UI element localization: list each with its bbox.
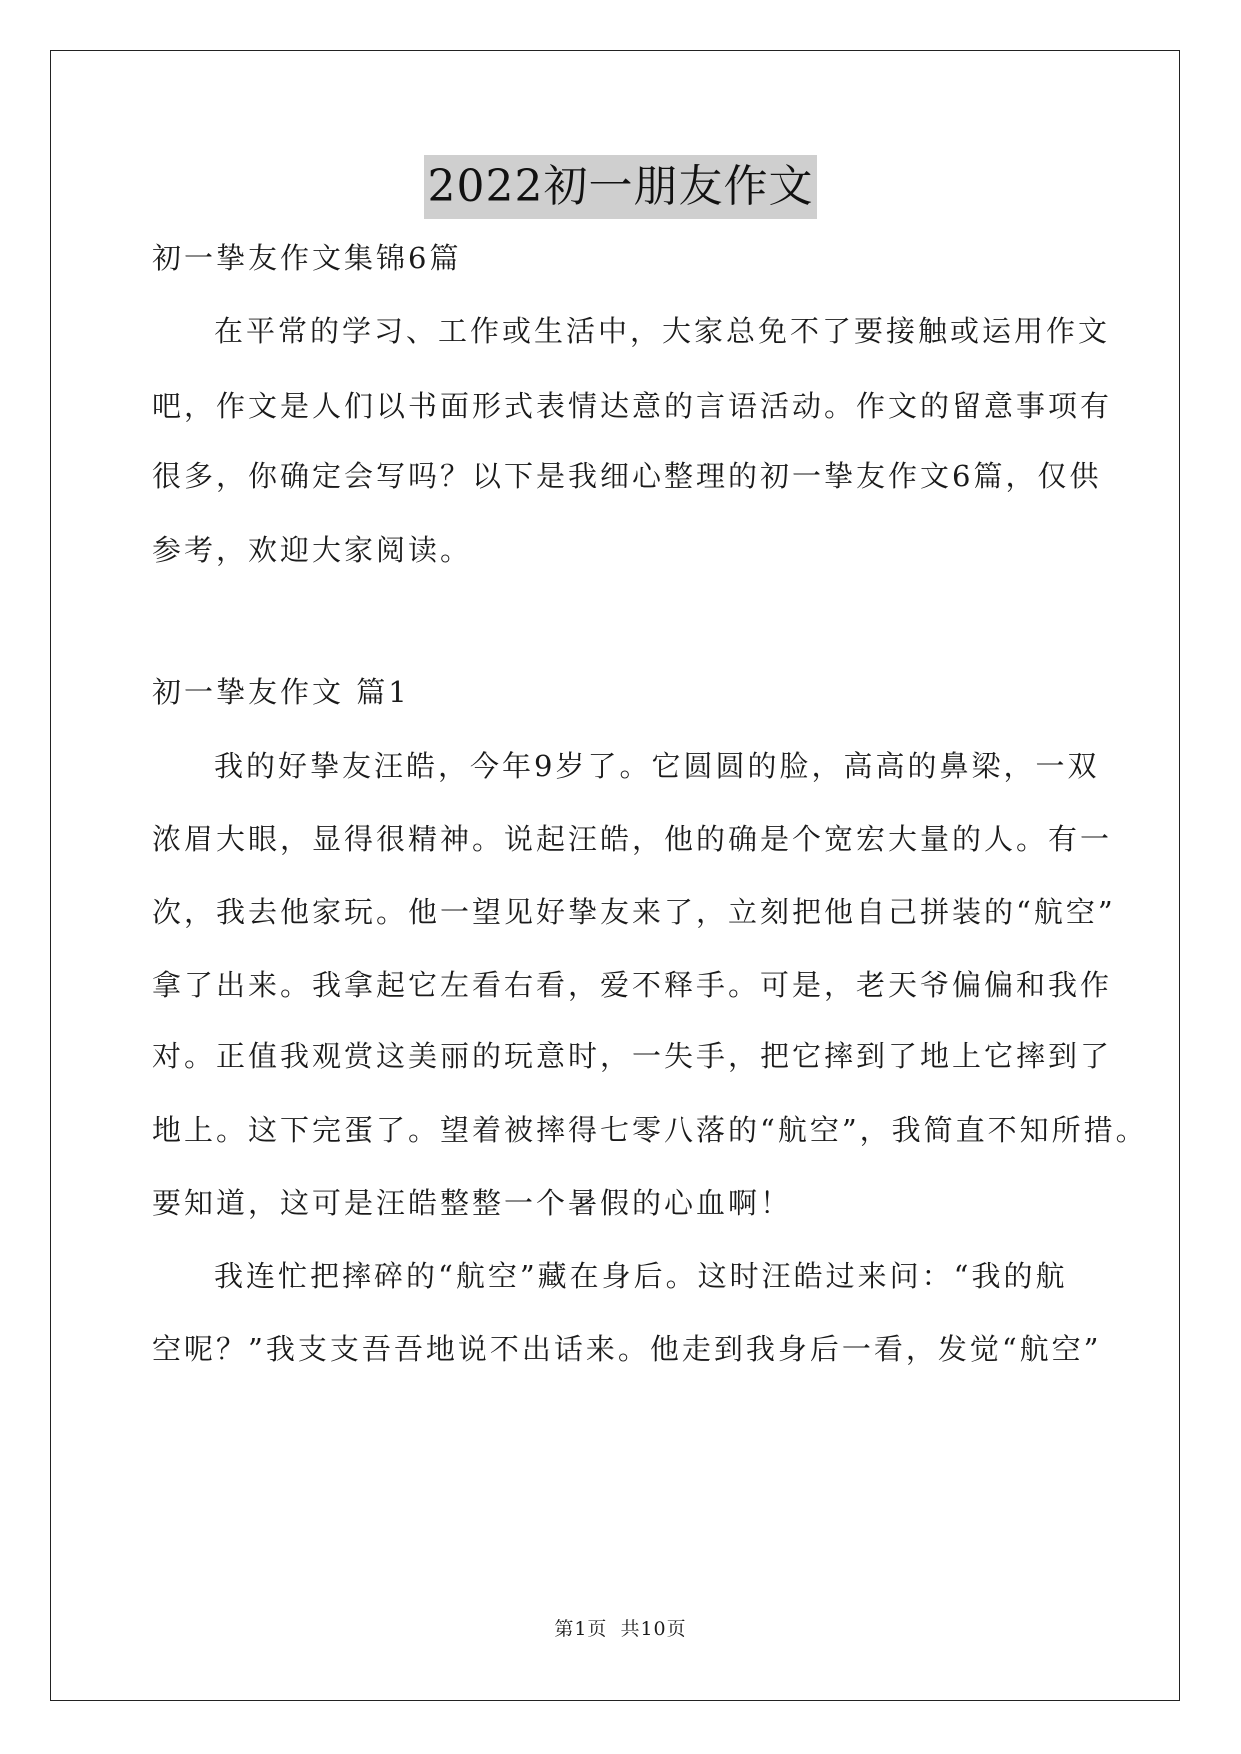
page-footer bbox=[0, 1614, 1241, 1641]
paragraph-line: 拿了出来。我拿起它左看右看，爱不释手。可是，老天爷偏偏和我作 bbox=[152, 968, 1113, 1002]
title-container bbox=[0, 155, 1241, 219]
paragraph-line: 空呢？”我支支吾吾地说不出话来。他走到我身后一看，发觉“航空” bbox=[152, 1332, 1102, 1366]
paragraph-line: 次，我去他家玩。他一望见好挚友来了，立刻把他自己拼装的“航空” bbox=[152, 895, 1116, 929]
intro-line: 很多，你确定会写吗？以下是我细心整理的初一挚友作文6篇，仅供 bbox=[152, 459, 1102, 493]
intro-line: 参考，欢迎大家阅读。 bbox=[152, 533, 473, 567]
paragraph-line: 要知道，这可是汪皓整整一个暑假的心血啊！ bbox=[152, 1186, 793, 1220]
paragraph-line: 对。正值我观赏这美丽的玩意时，一失手，把它摔到了地上它摔到了 bbox=[152, 1039, 1113, 1073]
intro-line: 吧，作文是人们以书面形式表情达意的言语活动。作文的留意事项有 bbox=[152, 389, 1113, 423]
page-total: 共10页 bbox=[620, 1618, 687, 1640]
section-heading: 初一挚友作文 篇1 bbox=[152, 675, 410, 709]
paragraph-line: 地上。这下完蛋了。望着被摔得七零八落的“航空”，我简直不知所措。 bbox=[152, 1113, 1148, 1147]
paragraph-line: 我连忙把摔碎的“航空”藏在身后。这时汪皓过来问：“我的航 bbox=[214, 1259, 1068, 1293]
document-title: 2022初一朋友作文 bbox=[424, 155, 818, 219]
paragraph-line: 浓眉大眼，显得很精神。说起汪皓，他的确是个宽宏大量的人。有一 bbox=[152, 822, 1113, 856]
document-subtitle: 初一挚友作文集锦6篇 bbox=[152, 241, 462, 275]
page-number: 第1页 bbox=[554, 1618, 608, 1640]
paragraph-line: 我的好挚友汪皓，今年9岁了。它圆圆的脸，高高的鼻梁，一双 bbox=[214, 749, 1100, 783]
page-border bbox=[50, 50, 1180, 1701]
intro-line: 在平常的学习、工作或生活中，大家总免不了要接触或运用作文 bbox=[214, 314, 1111, 348]
